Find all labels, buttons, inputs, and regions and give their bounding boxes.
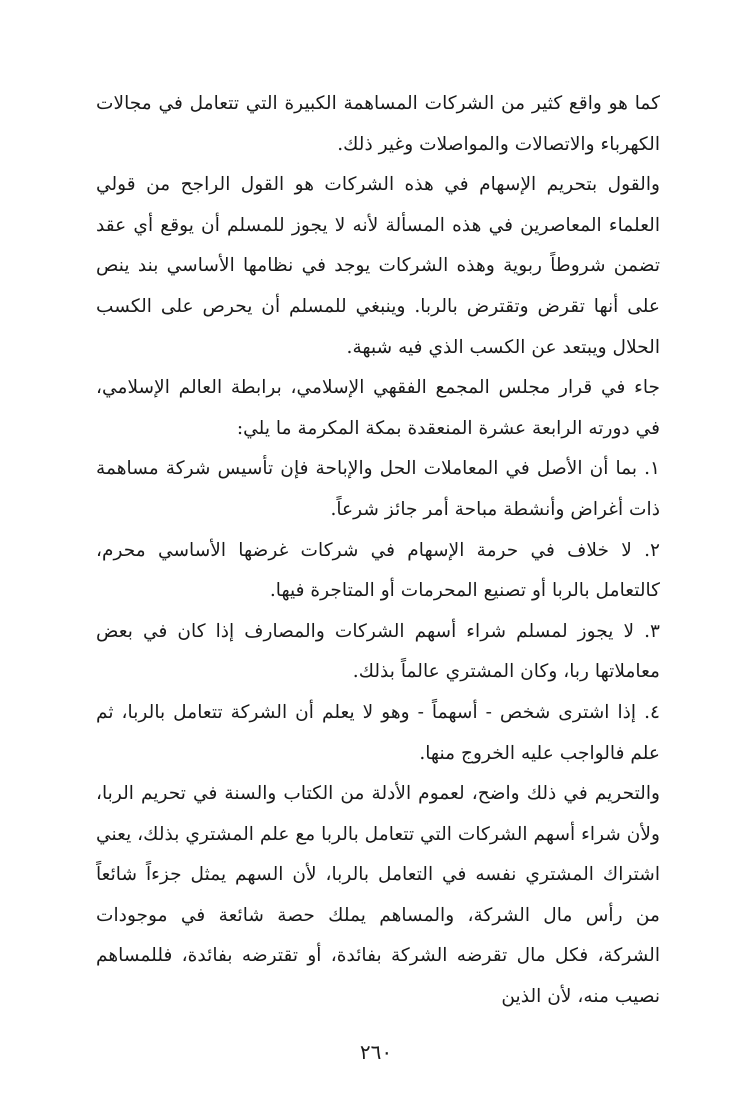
paragraph-4: والتحريم في ذلك واضح، لعموم الأدلة من الكتاب والسنة في تحريم الربا، ولأن شراء أسهم الشركات التي تتعامل بالربا مع علم المشتري بذلك، يعني اشتراك المشتري نفسه في التعامل بالربا، لأن السهم يمثل جزءاً شائعاً من رأس مال الشركة، والمساهم يملك حصة شائعة في موجودات الشركة، فكل مال تقرضه الشركة بفائدة، أو تقترضه بفائدة، فللمساهم نصيب منه، لأن الذين [96,783,660,1008]
paragraph-2: والقول بتحريم الإسهام في هذه الشركات هو القول الراجح من قولي العلماء المعاصرين في هذه المسألة لأنه لا يجوز للمسلم أن يوقع أي عقد تضمن شروطاً ربوية وهذه الشركات يوجد في نظامها الأساسي بند ينص على أنها تقرض وتقترض بالربا. وينبغي للمسلم أن يحرص على الكسب الحلال ويبتعد عن الكسب الذي فيه شبهة. [96,174,660,358]
paragraph-3: جاء في قرار مجلس المجمع الفقهي الإسلامي، برابطة العالم الإسلامي، في دورته الرابعة عشرة المنعقدة بمكة المكرمة ما يلي: [96,377,660,439]
list-item-2: ٢. لا خلاف في حرمة الإسهام في شركات غرضها الأساسي محرم، كالتعامل بالربا أو تصنيع المحرمات أو المتاجرة فيها. [96,539,660,602]
body-text [96,84,660,1018]
list-item-3: ٣. لا يجوز لمسلم شراء أسهم الشركات والمصارف إذا كان في بعض معاملاتها ربا، وكان المشتري عالماً بذلك. [96,620,660,683]
list-item-4: ٤. إذا اشترى شخص - أسهماً - وهو لا يعلم أن الشركة تتعامل بالربا، ثم علم فالواجب عليه الخروج منها. [96,701,660,764]
paragraph-1: كما هو واقع كثير من الشركات المساهمة الكبيرة التي تتعامل في مجالات الكهرباء والاتصالات والمواصلات وغير ذلك. [96,93,660,155]
page-number: ٢٦٠ [359,1040,393,1064]
list-item-1: ١. بما أن الأصل في المعاملات الحل والإباحة فإن تأسيس شركة مساهمة ذات أغراض وأنشطة مباحة أمر جائز شرعاً. [96,458,660,520]
